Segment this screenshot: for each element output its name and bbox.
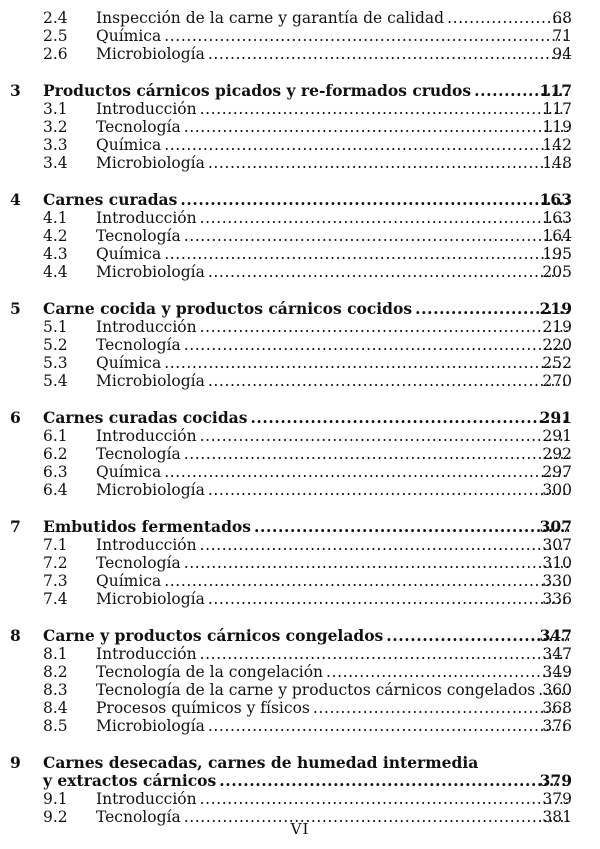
entry-page-number: 381 <box>542 808 572 826</box>
entry-title: Química <box>96 572 162 590</box>
entry-page-number: 360 <box>542 681 572 699</box>
entry-page-number: 368 <box>542 699 572 717</box>
entry-page-number: 142 <box>542 136 572 154</box>
entry-page-number: 117 <box>542 100 572 118</box>
toc-section-entry[interactable] <box>0 717 600 735</box>
entry-title: Tecnología <box>96 808 181 826</box>
entry-title: Introducción <box>96 536 197 554</box>
entry-number: 6.3 <box>43 463 68 481</box>
entry-number: 9.2 <box>43 808 68 826</box>
entry-page-number: 291 <box>542 427 572 445</box>
dot-leader <box>447 9 569 27</box>
entry-page-number: 347 <box>542 645 572 663</box>
dot-leader <box>200 536 569 554</box>
toc-section-entry[interactable] <box>0 372 600 390</box>
dot-leader <box>200 790 569 808</box>
dot-leader <box>200 318 569 336</box>
entry-page-number: 310 <box>542 554 572 572</box>
dot-leader <box>208 263 569 281</box>
toc-section-entry[interactable] <box>0 790 600 808</box>
toc-spacer <box>0 281 600 300</box>
dot-leader <box>250 409 569 427</box>
entry-number: 4.2 <box>43 227 68 245</box>
dot-leader <box>200 427 569 445</box>
entry-page-number: 119 <box>542 118 572 136</box>
entry-number: 9.1 <box>43 790 68 808</box>
toc-section-entry[interactable] <box>0 336 600 354</box>
entry-title: Productos cárnicos picados y re-formados crudos <box>43 81 472 100</box>
toc-section-entry[interactable] <box>0 27 600 45</box>
entry-number: 3.1 <box>43 100 68 118</box>
entry-title: Introducción <box>96 100 197 118</box>
entry-title: Microbiología <box>96 45 205 63</box>
entry-number: 5.4 <box>43 372 68 390</box>
toc-section-entry[interactable] <box>0 590 600 608</box>
entry-title: Carne cocida y productos cárnicos cocidos <box>43 299 413 318</box>
entry-number: 6.2 <box>43 445 68 463</box>
entry-number: 8.1 <box>43 645 68 663</box>
entry-number: 9 <box>10 753 21 772</box>
entry-number: 3.2 <box>43 118 68 136</box>
entry-page-number: 336 <box>542 590 572 608</box>
entry-page-number: 349 <box>542 663 572 681</box>
entry-page-number: 379 <box>539 771 572 790</box>
entry-title: Tecnología <box>96 445 181 463</box>
toc-section-entry[interactable] <box>0 263 600 281</box>
entry-number: 2.6 <box>43 45 68 63</box>
entry-title: Tecnología de la carne y productos cárnicos congelados <box>96 681 536 699</box>
toc-section-entry[interactable] <box>0 699 600 717</box>
entry-number: 8 <box>10 626 21 645</box>
entry-page-number: 376 <box>542 717 572 735</box>
entry-page-number: 195 <box>542 245 572 263</box>
entry-title: Carnes desecadas, carnes de humedad intermedia <box>43 753 479 772</box>
dot-leader <box>184 445 569 463</box>
entry-number: 5.1 <box>43 318 68 336</box>
entry-number: 6 <box>10 408 21 427</box>
entry-title: Procesos químicos y físicos <box>96 699 310 717</box>
entry-title: y extractos cárnicos <box>43 771 217 790</box>
entry-title: Microbiología <box>96 590 205 608</box>
toc-chapter-entry[interactable] <box>0 518 600 536</box>
toc-chapter-entry[interactable] <box>0 772 600 790</box>
toc-section-entry[interactable] <box>0 681 600 699</box>
toc-section-entry[interactable] <box>0 154 600 172</box>
dot-leader <box>164 463 569 481</box>
entry-title: Microbiología <box>96 717 205 735</box>
entry-number: 3.3 <box>43 136 68 154</box>
entry-title: Carnes curadas <box>43 190 178 209</box>
entry-title: Microbiología <box>96 481 205 499</box>
toc-spacer <box>0 63 600 82</box>
entry-title: Introducción <box>96 427 197 445</box>
toc-section-entry[interactable] <box>0 118 600 136</box>
page-number: VI <box>290 820 310 838</box>
entry-number: 7.4 <box>43 590 68 608</box>
entry-title: Tecnología <box>96 554 181 572</box>
entry-number: 5.3 <box>43 354 68 372</box>
entry-page-number: 330 <box>542 572 572 590</box>
entry-page-number: 164 <box>542 227 572 245</box>
dot-leader <box>219 772 569 790</box>
toc-section-entry[interactable] <box>0 572 600 590</box>
toc-chapter-entry[interactable] <box>0 191 600 209</box>
toc-chapter-entry[interactable] <box>0 300 600 318</box>
toc-section-entry[interactable] <box>0 354 600 372</box>
toc-section-entry[interactable] <box>0 554 600 572</box>
dot-leader <box>164 245 569 263</box>
entry-title: Química <box>96 27 162 45</box>
entry-number: 7 <box>10 517 21 536</box>
entry-page-number: 347 <box>539 626 572 645</box>
entry-number: 4.1 <box>43 209 68 227</box>
entry-number: 8.3 <box>43 681 68 699</box>
entry-number: 6.1 <box>43 427 68 445</box>
toc-chapter-entry[interactable] <box>0 754 600 772</box>
entry-title: Introducción <box>96 790 197 808</box>
entry-title: Química <box>96 463 162 481</box>
entry-page-number: 291 <box>539 408 572 427</box>
toc-spacer <box>0 499 600 518</box>
dot-leader <box>180 191 569 209</box>
toc-section-entry[interactable] <box>0 536 600 554</box>
entry-title: Carnes curadas cocidas <box>43 408 248 427</box>
entry-title: Embutidos fermentados <box>43 517 252 536</box>
entry-title: Tecnología de la congelación <box>96 663 324 681</box>
entry-title: Química <box>96 354 162 372</box>
toc-section-entry[interactable] <box>0 645 600 663</box>
toc-chapter-entry[interactable] <box>0 627 600 645</box>
entry-number: 5.2 <box>43 336 68 354</box>
toc-section-entry[interactable] <box>0 100 600 118</box>
entry-number: 4.3 <box>43 245 68 263</box>
entry-number: 2.4 <box>43 9 68 27</box>
entry-page-number: 94 <box>552 45 572 63</box>
entry-number: 6.4 <box>43 481 68 499</box>
toc-section-entry[interactable] <box>0 445 600 463</box>
toc-section-entry[interactable] <box>0 209 600 227</box>
dot-leader <box>184 227 569 245</box>
entry-number: 7.2 <box>43 554 68 572</box>
entry-page-number: 300 <box>542 481 572 499</box>
toc-section-entry[interactable] <box>0 245 600 263</box>
entry-page-number: 205 <box>542 263 572 281</box>
entry-page-number: 297 <box>542 463 572 481</box>
entry-page-number: 219 <box>539 299 572 318</box>
toc-spacer <box>0 172 600 191</box>
dot-leader <box>164 572 569 590</box>
entry-title: Microbiología <box>96 263 205 281</box>
entry-title: Inspección de la carne y garantía de calidad <box>96 9 445 27</box>
toc-section-entry[interactable] <box>0 318 600 336</box>
entry-number: 8.2 <box>43 663 68 681</box>
dot-leader <box>184 336 569 354</box>
toc-section-entry[interactable] <box>0 227 600 245</box>
entry-page-number: 307 <box>539 517 572 536</box>
entry-page-number: 163 <box>542 209 572 227</box>
toc-section-entry[interactable] <box>0 9 600 27</box>
dot-leader <box>208 717 569 735</box>
entry-title: Carne y productos cárnicos congelados <box>43 626 384 645</box>
entry-title: Tecnología <box>96 118 181 136</box>
dot-leader <box>326 663 569 681</box>
dot-leader <box>208 590 569 608</box>
dot-leader <box>200 100 569 118</box>
toc-chapter-entry[interactable] <box>0 82 600 100</box>
entry-page-number: 292 <box>542 445 572 463</box>
entry-page-number: 307 <box>542 536 572 554</box>
entry-number: 5 <box>10 299 21 318</box>
entry-number: 3 <box>10 81 21 100</box>
entry-number: 4.4 <box>43 263 68 281</box>
toc-section-entry[interactable] <box>0 663 600 681</box>
entry-number: 2.5 <box>43 27 68 45</box>
entry-title: Tecnología <box>96 227 181 245</box>
entry-number: 3.4 <box>43 154 68 172</box>
toc-section-entry[interactable] <box>0 427 600 445</box>
dot-leader <box>200 209 569 227</box>
dot-leader <box>200 645 569 663</box>
entry-page-number: 270 <box>542 372 572 390</box>
dot-leader <box>208 154 569 172</box>
dot-leader <box>208 45 569 63</box>
entry-title: Microbiología <box>96 372 205 390</box>
entry-page-number: 68 <box>552 9 572 27</box>
dot-leader <box>164 136 569 154</box>
entry-page-number: 71 <box>552 27 572 45</box>
dot-leader <box>208 372 569 390</box>
entry-page-number: 117 <box>539 81 572 100</box>
entry-page-number: 148 <box>542 154 572 172</box>
entry-title: Química <box>96 136 162 154</box>
entry-title: Introducción <box>96 209 197 227</box>
entry-title: Microbiología <box>96 154 205 172</box>
entry-number: 4 <box>10 190 21 209</box>
entry-page-number: 163 <box>539 190 572 209</box>
entry-title: Tecnología <box>96 336 181 354</box>
toc-chapter-entry[interactable] <box>0 409 600 427</box>
dot-leader <box>313 699 569 717</box>
entry-page-number: 252 <box>542 354 572 372</box>
toc-section-entry[interactable] <box>0 45 600 63</box>
toc-section-entry[interactable] <box>0 481 600 499</box>
entry-number: 7.3 <box>43 572 68 590</box>
entry-title: Introducción <box>96 318 197 336</box>
dot-leader <box>208 481 569 499</box>
dot-leader <box>164 27 569 45</box>
entry-title: Química <box>96 245 162 263</box>
toc-spacer <box>0 735 600 754</box>
dot-leader <box>184 554 569 572</box>
entry-number: 8.5 <box>43 717 68 735</box>
entry-page-number: 379 <box>542 790 572 808</box>
entry-number: 8.4 <box>43 699 68 717</box>
dot-leader <box>164 354 569 372</box>
toc-section-entry[interactable] <box>0 463 600 481</box>
toc-spacer <box>0 608 600 627</box>
entry-title: Introducción <box>96 645 197 663</box>
toc-section-entry[interactable] <box>0 136 600 154</box>
entry-page-number: 220 <box>542 336 572 354</box>
dot-leader <box>184 118 569 136</box>
entry-page-number: 219 <box>542 318 572 336</box>
table-of-contents <box>0 9 600 826</box>
toc-spacer <box>0 390 600 409</box>
dot-leader <box>254 518 569 536</box>
entry-number: 7.1 <box>43 536 68 554</box>
